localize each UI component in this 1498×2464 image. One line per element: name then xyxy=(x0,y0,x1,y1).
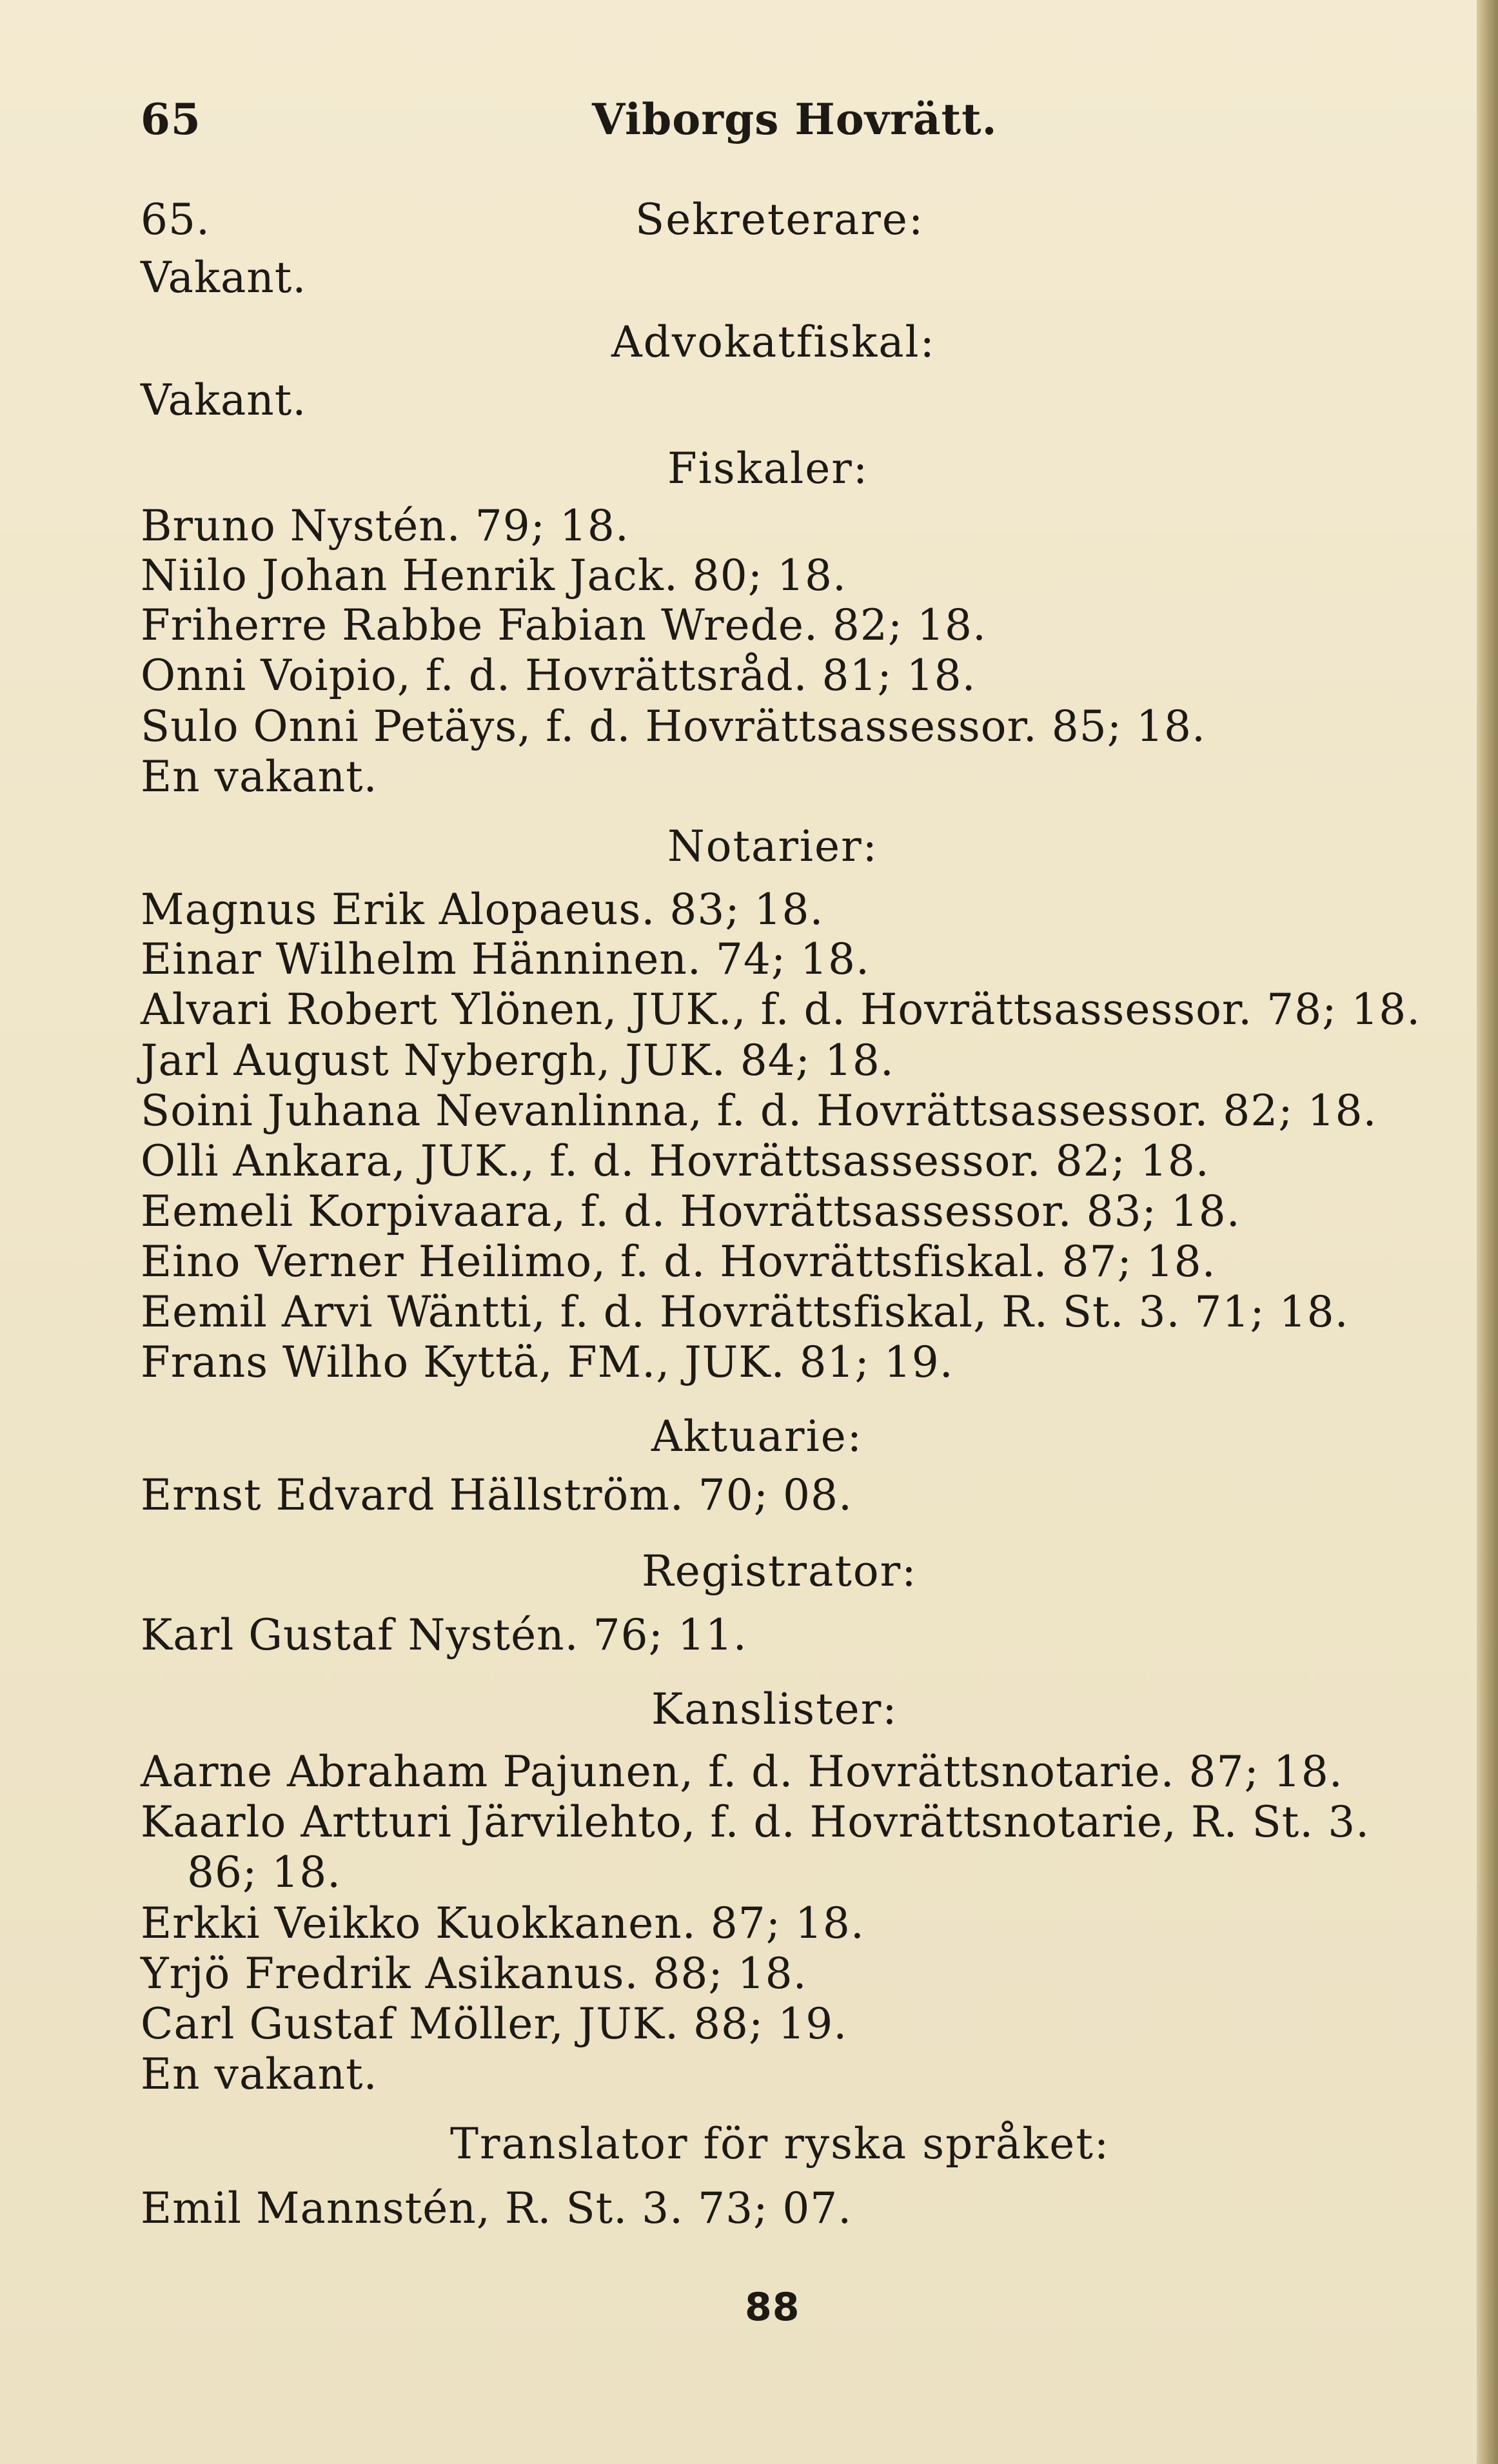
entry-kanslist: Yrjö Fredrik Asikanus. 88; 18. xyxy=(141,1949,807,1998)
entry-notarie: Eino Verner Heilimo, f. d. Hovrättsfiskal. 87; 18. xyxy=(141,1237,1216,1286)
entry-notarie: Eemeli Korpivaara, f. d. Hovrättsassessor. 83; 18. xyxy=(141,1187,1241,1236)
entry-fiskal: Onni Voipio, f. d. Hovrättsråd. 81; 18. xyxy=(141,651,976,700)
entry-fiskal: Niilo Johan Henrik Jack. 80; 18. xyxy=(141,551,847,600)
page-edge xyxy=(1477,0,1498,2464)
heading-notarier: Notarier: xyxy=(667,822,878,871)
entry-kanslist: Erkki Veikko Kuokkanen. 87; 18. xyxy=(141,1898,865,1948)
entry-fiskal: En vakant. xyxy=(141,752,378,802)
entry-translator: Emil Mannstén, R. St. 3. 73; 07. xyxy=(141,2183,852,2233)
entry-kanslist: Carl Gustaf Möller, JUK. 88; 19. xyxy=(141,1999,848,2049)
entry-fiskal: Sulo Onni Petäys, f. d. Hovrättsassessor. 85; 18. xyxy=(141,702,1206,751)
entry-sekreterare: Vakant. xyxy=(141,253,307,302)
entry-notarie: Alvari Robert Ylönen, JUK., f. d. Hovrättsassessor. 78; 18. xyxy=(141,985,1421,1034)
heading-advokatfiskal: Advokatfiskal: xyxy=(611,317,936,367)
entry-kanslist: Aarne Abraham Pajunen, f. d. Hovrättsnotarie. 87; 18. xyxy=(141,1747,1343,1797)
entry-notarie: Soini Juhana Nevanlinna, f. d. Hovrättsassessor. 82; 18. xyxy=(141,1086,1377,1136)
entry-kanslist: Kaarlo Artturi Järvilehto, f. d. Hovrättsnotarie, R. St. 3. xyxy=(141,1797,1370,1847)
heading-sekreterare: Sekreterare: xyxy=(635,195,925,244)
entry-registrator: Karl Gustaf Nystén. 76; 11. xyxy=(141,1610,747,1660)
entry-kanslist: En vakant. xyxy=(141,2049,378,2099)
entry-fiskal: Friherre Rabbe Fabian Wrede. 82; 18. xyxy=(141,600,987,650)
heading-aktuarie: Aktuarie: xyxy=(651,1412,863,1461)
heading-translator: Translator för ryska språket: xyxy=(450,2119,1110,2169)
running-title: Viborgs Hovrätt. xyxy=(592,94,998,144)
header-page-number: 65 xyxy=(141,94,201,144)
heading-registrator: Registrator: xyxy=(642,1546,918,1596)
heading-fiskaler: Fiskaler: xyxy=(667,444,869,493)
entry-notarie: Jarl August Nybergh, JUK. 84; 18. xyxy=(141,1036,894,1085)
section-number: 65. xyxy=(141,195,210,244)
entry-notarie: Magnus Erik Alopaeus. 83; 18. xyxy=(141,885,824,934)
entry-notarie: Frans Wilho Kyttä, FM., JUK. 81; 19. xyxy=(141,1337,954,1387)
heading-kanslister: Kanslister: xyxy=(651,1684,898,1734)
entry-fiskal: Bruno Nystén. 79; 18. xyxy=(141,501,629,551)
entry-aktuarie: Ernst Edvard Hällström. 70; 08. xyxy=(141,1470,852,1520)
entry-notarie: Olli Ankara, JUK., f. d. Hovrättsassessor. 82; 18. xyxy=(141,1136,1210,1186)
footer-page-number: 88 xyxy=(745,2285,800,2330)
entry-notarie: Eemil Arvi Wäntti, f. d. Hovrättsfiskal, R. St. 3. 71; 18. xyxy=(141,1287,1349,1337)
entry-advokatfiskal: Vakant. xyxy=(141,375,307,425)
entry-kanslist-continued: 86; 18. xyxy=(187,1848,342,1897)
entry-notarie: Einar Wilhelm Hänninen. 74; 18. xyxy=(141,934,871,984)
